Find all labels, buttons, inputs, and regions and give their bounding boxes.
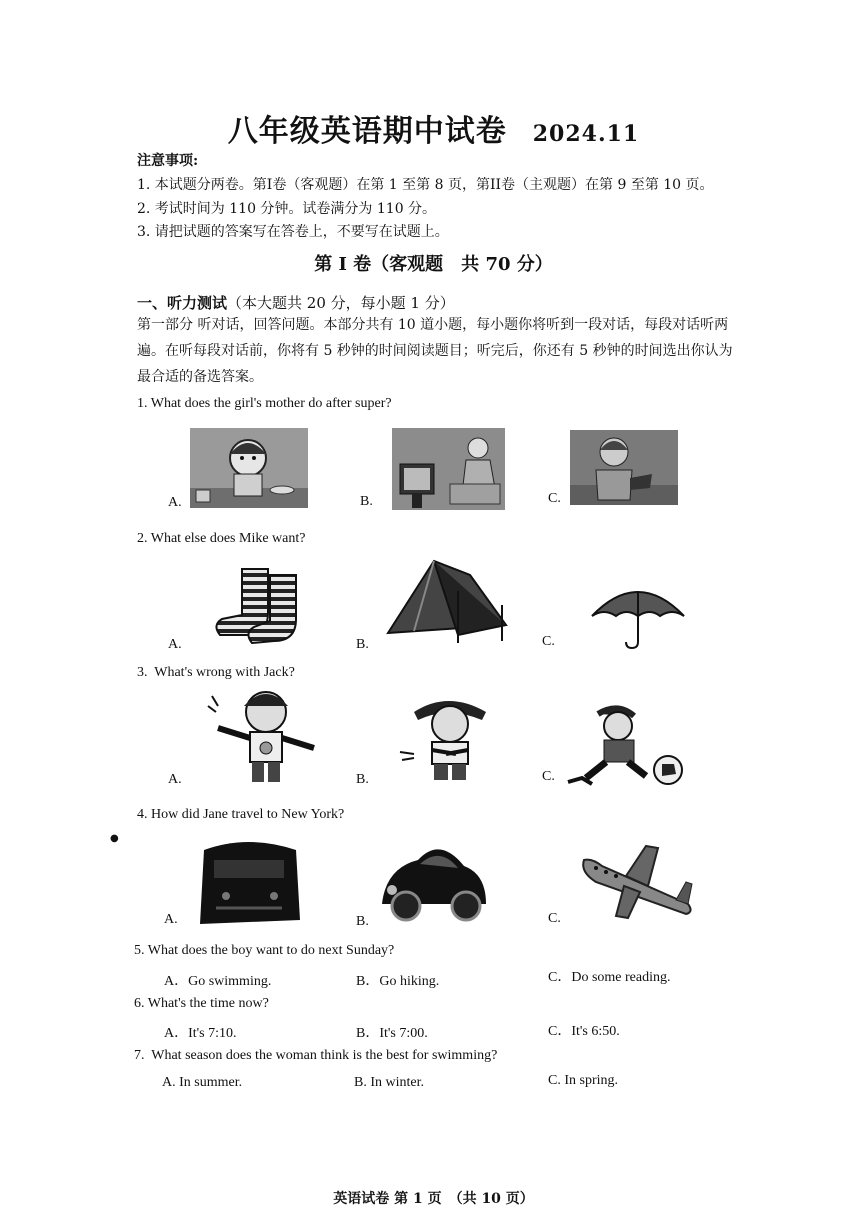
q2-option-c-label: C. xyxy=(542,634,555,649)
part-heading-title: 一、听力测试 xyxy=(137,294,228,312)
question-number: 3. xyxy=(137,665,148,680)
q7-option-c: C. In spring. xyxy=(548,1073,618,1088)
exam-title-text: 八年级英语期中试卷 xyxy=(227,114,507,149)
exam-title xyxy=(0,106,867,150)
question-number: 6. xyxy=(134,996,145,1011)
question-number: 2. xyxy=(137,531,148,546)
question-number: 4. xyxy=(137,807,148,822)
question-text: What's the time now? xyxy=(147,996,269,1011)
girl-washing-dishes-picture xyxy=(190,428,308,508)
question-4 xyxy=(137,807,344,823)
q1-option-b-label: B. xyxy=(360,494,373,509)
question-number: 7. xyxy=(134,1048,145,1063)
instructions-line-3: 最合适的备选答案。 xyxy=(137,369,263,385)
q4-option-c-label: C. xyxy=(548,911,561,926)
woman-reading-picture xyxy=(570,430,678,505)
q5-option-c: C．Do some reading. xyxy=(548,970,671,985)
q2-option-b-label: B. xyxy=(356,637,369,652)
question-text: What else does Mike want? xyxy=(150,531,306,546)
airplane-picture xyxy=(576,842,696,922)
boy-stomachache-picture xyxy=(394,696,502,782)
section-title: 第 I 卷（客观题 共 70 分） xyxy=(314,254,553,275)
q5-option-a: A．Go swimming. xyxy=(164,974,272,989)
q1-option-a-label: A. xyxy=(168,495,182,510)
question-text: What does the girl's mother do after super? xyxy=(150,396,392,411)
notice-line-1: 1. 本试题分两卷。第I卷（客观题）在第 1 至第 8 页，第II卷（主观题）在第 9 至第 10 页。 xyxy=(137,177,714,193)
q6-option-b: B．It's 7:00. xyxy=(356,1026,428,1041)
question-2 xyxy=(137,531,305,547)
question-number: 1. xyxy=(137,396,148,411)
car-picture xyxy=(378,838,490,926)
question-text: What does the boy want to do next Sunday? xyxy=(147,943,395,958)
q6-option-c: C．It's 6:50. xyxy=(548,1024,620,1039)
q7-option-a: A. In summer. xyxy=(162,1075,243,1090)
q2-option-a-label: A. xyxy=(168,637,182,652)
question-5 xyxy=(134,943,394,959)
umbrella-picture xyxy=(588,578,688,650)
question-text: What season does the woman think is the best for swimming? xyxy=(151,1048,498,1063)
boy-hurt-leg-picture xyxy=(562,704,686,788)
instructions-line-1: 第一部分 听对话，回答问题。本部分共有 10 道小题，每小题你将听到一段对话，每段对话听两 xyxy=(137,317,729,333)
question-number: 5. xyxy=(134,943,145,958)
notice-line-3: 3. 请把试题的答案写在答卷上，不要写在试题上。 xyxy=(137,224,449,240)
part-heading-note: （本大题共 20 分，每小题 1 分） xyxy=(227,294,455,312)
margin-mark-icon: ● xyxy=(110,833,119,844)
q1-option-c-label: C. xyxy=(548,491,561,506)
q3-option-a-label: A. xyxy=(168,772,182,787)
page-footer: 英语试卷 第 1 页 （共 10 页） xyxy=(333,1191,534,1207)
boy-cold-picture xyxy=(204,686,322,786)
instructions xyxy=(137,312,777,390)
q3-option-b-label: B. xyxy=(356,772,369,787)
socks-picture xyxy=(212,565,302,647)
question-6 xyxy=(134,996,269,1012)
q6-option-a: A．It's 7:10. xyxy=(164,1026,237,1041)
question-text: How did Jane travel to New York? xyxy=(151,807,345,822)
notice-line-2: 2. 考试时间为 110 分钟。试卷满分为 110 分。 xyxy=(137,201,437,217)
question-7 xyxy=(134,1048,497,1064)
q5-option-b: B．Go hiking. xyxy=(356,974,440,989)
girl-watching-tv-picture xyxy=(392,428,505,510)
notice-heading: 注意事项: xyxy=(137,153,199,169)
tent-picture xyxy=(384,555,510,645)
q7-option-b: B. In winter. xyxy=(354,1075,424,1090)
question-1 xyxy=(137,396,392,412)
part-heading xyxy=(137,292,455,313)
question-text: What's wrong with Jack? xyxy=(154,665,295,680)
instructions-line-2: 遍。在听每段对话前，你将有 5 秒钟的时间阅读题目；听完后，你还有 5 秒钟的时间选出你认为 xyxy=(137,343,733,359)
q4-option-a-label: A. xyxy=(164,912,178,927)
q4-option-b-label: B. xyxy=(356,914,369,929)
train-picture xyxy=(196,838,302,928)
exam-date: 2024.11 xyxy=(532,121,640,147)
q3-option-c-label: C. xyxy=(542,769,555,784)
question-3 xyxy=(137,665,295,681)
